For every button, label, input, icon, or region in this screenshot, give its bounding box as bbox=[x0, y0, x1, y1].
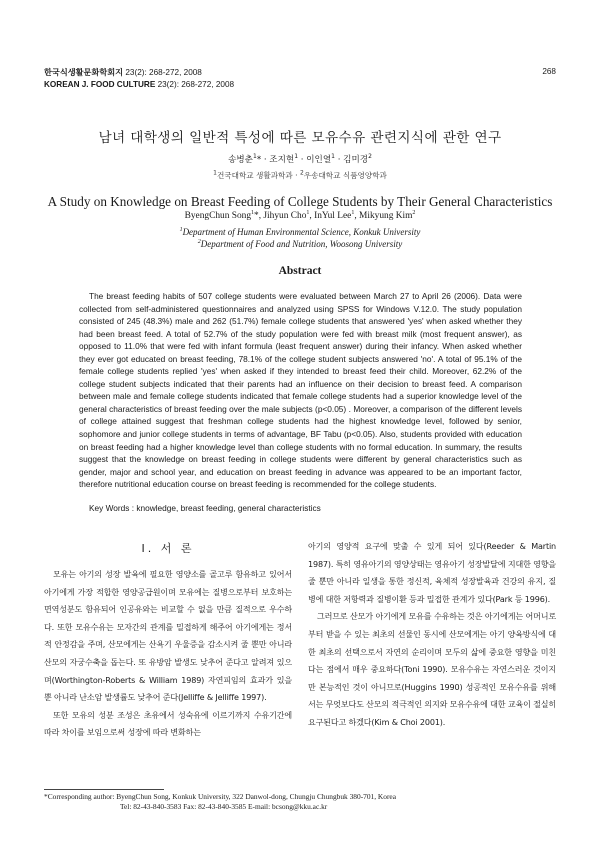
footnote-corresponding-author: *Corresponding author: ByengChun Song, Konkuk University, 322 Danwol-dong, Chungju Chungbuk 380-701, Korea bbox=[44, 792, 396, 801]
journal-name-en: KOREAN J. FOOD CULTURE bbox=[44, 80, 156, 89]
korean-affiliations: $^1$건국대학교 생활과학과 · $^2$우송대학교 식품영양학과 bbox=[213, 169, 387, 180]
intro-paragraph-2: 또한 모유의 성분 조성은 초유에서 성숙유에 이르기까지 수유기간에 따라 차이를 보임으로써 성장에 따라 변화하는 bbox=[44, 710, 292, 738]
english-affiliation-1: $^1$Department of Human Environmental Science, Konkuk University bbox=[179, 227, 421, 237]
left-column bbox=[44, 566, 292, 742]
intro-paragraph-2-continued: 아기의 영양적 요구에 맞출 수 있게 되어 있다(Reeder & Martin 1987). 특히 영유아기의 영양상태는 영유아기 성장발달에 지대한 영향을 줄 뿐만 아니라 일생을 통한 정신적, 육체적 성장발육과 건강의 유지, 질병에 대한 저항력과 질병이환 등과 밀접한 관계가 있다(Park 등 1996). bbox=[308, 542, 556, 604]
abstract-heading: Abstract bbox=[278, 265, 322, 277]
journal-volume-en: 23(2): 268-272, 2008 bbox=[157, 80, 235, 89]
korean-authors: 송병춘$^1$* · 조지현$^1$ · 이인열$^1$ · 김미경$^2$ bbox=[228, 153, 372, 165]
intro-paragraph-3: 그러므로 산모가 아기에게 모유를 수유하는 것은 아기에게는 어머니로부터 받을 수 있는 최초의 선물인 동시에 산모에게는 아기 양육방식에 대한 최초의 선택으로서 자연의 순리이며 모두의 삶에 중요한 영향을 미친다는 점에서 매우 중요하다(Toni 1990). 모유수유는 자연스러운 것이지만 본능적인 것이 아니므로(Huggins 1990) 성공적인 모유수유를 위해서는 무엇보다도 산모의 적극적인 의지와 모유수유에 대한 교육이 절실히 요구된다고 하겠다(Kim & Choi 2001). bbox=[308, 612, 556, 727]
right-column bbox=[308, 538, 556, 732]
korean-title: 남녀 대학생의 일반적 특성에 따른 모유수유 관련지식에 관한 연구 bbox=[98, 130, 502, 146]
journal-volume-kr: 23(2): 268-272, 2008 bbox=[125, 68, 202, 77]
footnote-contact: Tel: 82-43-840-3583 Fax: 82-43-840-3585 E-mail: bcsong@kku.ac.kr bbox=[120, 802, 328, 811]
key-words: Key Words : knowledge, breast feeding, general characteristics bbox=[89, 503, 321, 513]
english-title: A Study on Knowledge on Breast Feeding of College Students by Their General Characteristics bbox=[47, 194, 553, 209]
intro-paragraph-1: 모유는 아기의 성장 발육에 필요한 영양소를 골고루 함유하고 있어서 아기에게 가장 적합한 영양공급원이며 모유에는 질병으로부터 보호하는 면역성분도 함유되어 인공유와는 비교할 수 없을 만큼 질적으로 우수하다. 또한 모유수유는 모자간의 관계를 밀접하게 해주어 아기에게는 정서적 안정감을 주며, 산모에게는 산욕기 우울증을 감소시켜 줄 뿐만 아니라 산모의 자궁수축을 돕는다. 또 유방암 발생도 낮추어 준다고 알려져 있으며(Worthington-Roberts & William 1989) 자연피임의 효과가 있을 뿐 아니라 난소암 발생률도 낮추어 준다(Jelliffe & Jelliffe 1997). bbox=[44, 570, 292, 703]
footnote bbox=[44, 792, 396, 812]
journal-name-kr: 한국식생활문화학회지 bbox=[44, 68, 124, 77]
english-authors: ByengChun Song$^1$*, Jihyun Cho$^1$, InYul Lee$^1$, Mikyung Kim$^2$ bbox=[184, 209, 416, 221]
abstract-text: The breast feeding habits of 507 college students were evaluated between March 27 to April 26 (2006). Data were collected from self-administered questionnaires and analyzed using SPSS for Windows V.12.0. The study population consisted of 245 (48.3%) male and 262 (51.7%) female college students that answered 'yes' when asked whether they had been breast feed. A total of 52.7% of the study population were fed with breast milk (most frequent answer), as opposed to 11.0% that were fed with infant formula (least frequent answer) during their infancy. When asked whether they ever got educated on breast feeding, 78.1% of the college student subjects answered 'no'. A total of 95.1% of the female college students replied 'yes' when asked if they intended to breast feed their child. Moreover, 62.2% of the college student subjects indicated that their parents had an influence on their decision to breast feed. A comparison between male and female college students indicated that female college students had a superior knowledge level of the general characteristics of breast feeding over the male subjects (p<0.05) . Moreover, a comparison of the different levels of college attained suggest that freshman college students had the highest knowledge level, followed by senior, sophomore and junior college students in terms of advantage, BF Tabu (p<0.05). Also, students provided with education on breast feeding had a higher knowledge level than college students with no formal education. In summary, the results suggest that the knowledge on breast feeding in college students were different by general characteristics such as gender, major and school year, and education on breast feeding in advance was appeared to be an important factor, therefore nutritional education course on breast feeding is recommended for the college students. bbox=[79, 291, 522, 490]
section-heading-introduction: I. 서 론 bbox=[141, 542, 195, 555]
page-number: 268 bbox=[542, 67, 556, 76]
journal-header bbox=[44, 67, 234, 91]
footnote-divider bbox=[44, 789, 164, 790]
abstract-body bbox=[79, 290, 522, 491]
english-affiliation-2: $^2$Department of Food and Nutrition, Woosong University bbox=[197, 239, 403, 249]
